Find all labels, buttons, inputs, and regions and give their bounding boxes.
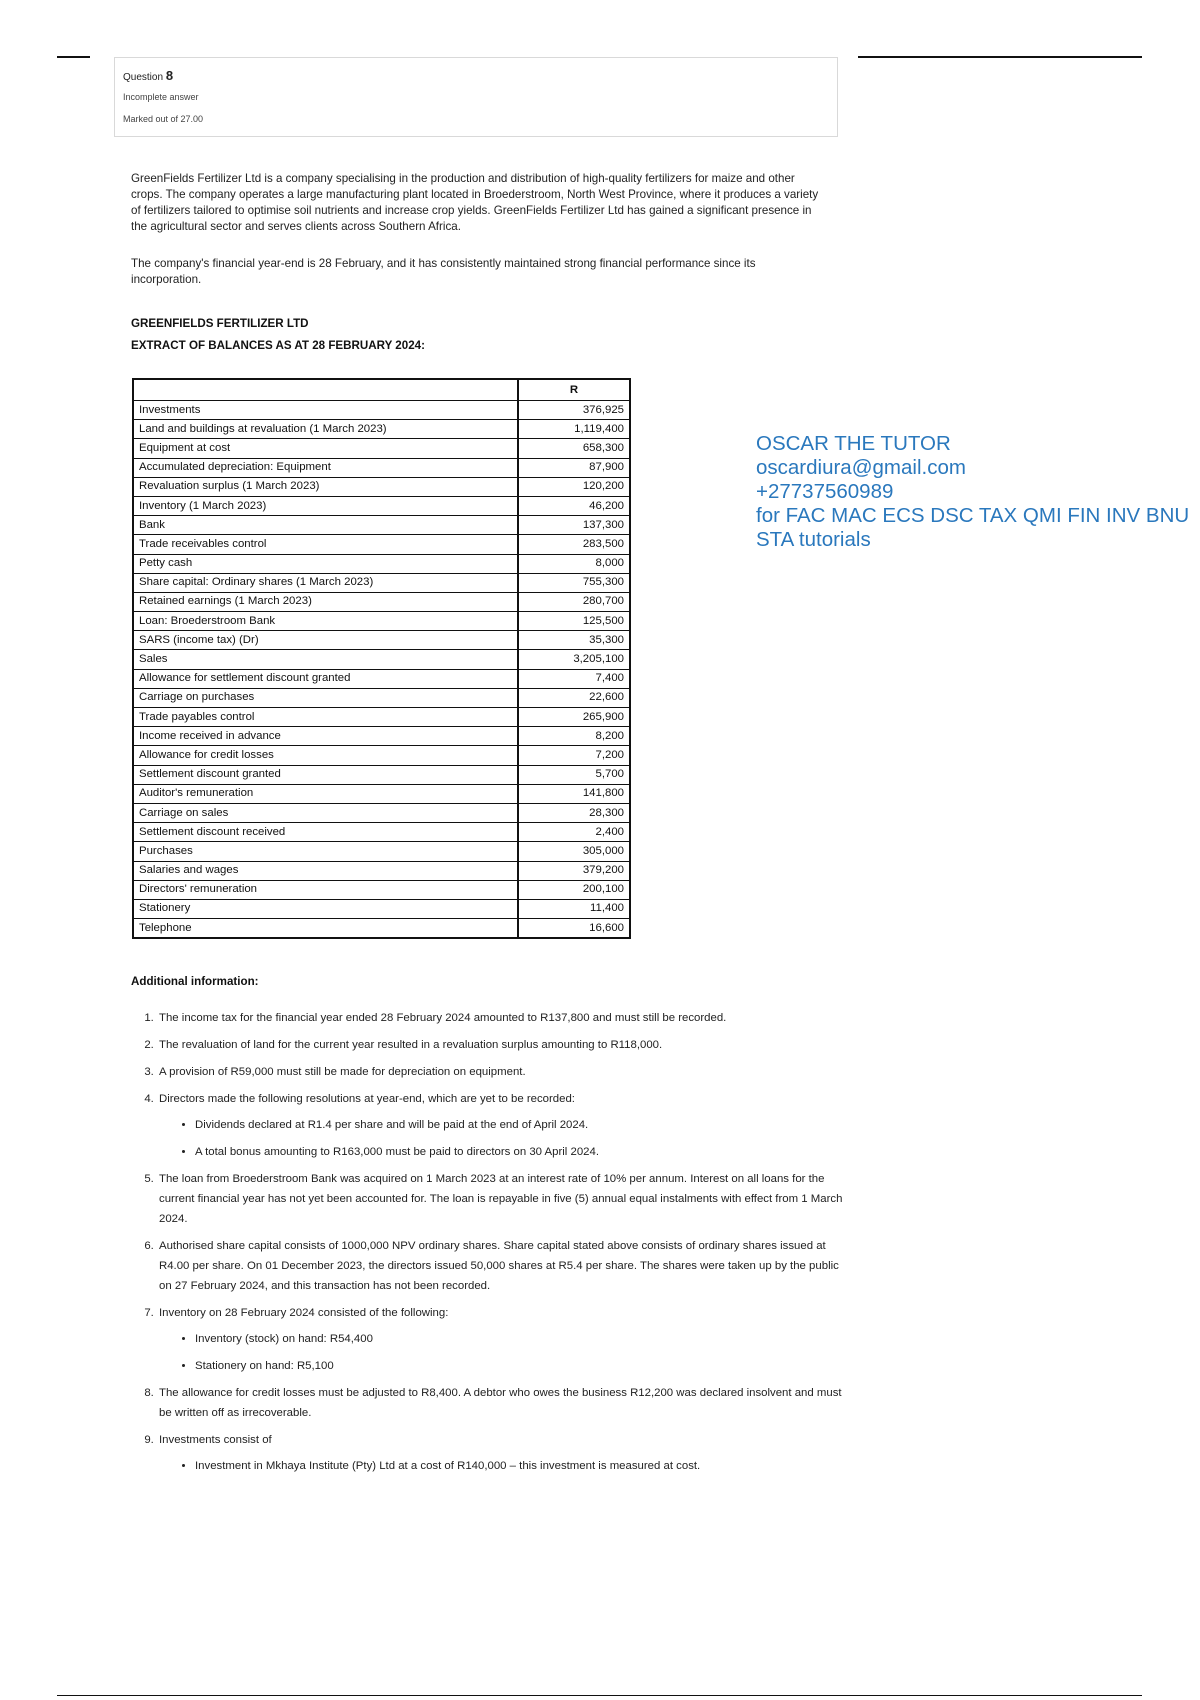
watermark-line-3: +27737560989	[756, 480, 894, 503]
additional-info-text: Directors made the following resolutions at year-end, which are yet to be recorded:	[159, 1093, 575, 1105]
row-amount: 141,800	[518, 784, 630, 803]
additional-info-item	[157, 1169, 847, 1229]
additional-info-text: Inventory on 28 February 2024 consisted of the following:	[159, 1307, 449, 1319]
row-item: Allowance for settlement discount granted	[133, 669, 518, 688]
table-row	[133, 516, 630, 535]
balances-table	[132, 378, 631, 939]
row-amount: 120,200	[518, 477, 630, 496]
table-row	[133, 650, 630, 669]
additional-info-text: Investments consist of	[159, 1434, 272, 1446]
watermark-line-1: OSCAR THE TUTOR	[756, 432, 951, 455]
row-amount: 376,925	[518, 401, 630, 420]
table-row	[133, 612, 630, 631]
row-item: Carriage on purchases	[133, 688, 518, 707]
additional-info-item	[157, 1089, 847, 1162]
tutor-watermark	[756, 432, 1189, 552]
row-amount: 35,300	[518, 631, 630, 650]
row-item: Sales	[133, 650, 518, 669]
row-amount: 16,600	[518, 919, 630, 939]
row-item: Bank	[133, 516, 518, 535]
additional-info-subitem: • Stationery on hand: R5,100	[195, 1356, 847, 1376]
table-row	[133, 420, 630, 439]
question-number: 8	[165, 68, 174, 83]
table-row	[133, 765, 630, 784]
additional-info-item	[157, 1236, 847, 1296]
row-item: Salaries and wages	[133, 861, 518, 880]
table-row	[133, 535, 630, 554]
table-row	[133, 727, 630, 746]
row-amount: 11,400	[518, 899, 630, 918]
table-row	[133, 458, 630, 477]
table-row	[133, 899, 630, 918]
row-amount: 46,200	[518, 496, 630, 515]
question-status: Incomplete answer	[123, 92, 199, 102]
table-row	[133, 554, 630, 573]
row-item: Share capital: Ordinary shares (1 March 2023)	[133, 573, 518, 592]
table-row	[133, 401, 630, 420]
row-item: Purchases	[133, 842, 518, 861]
row-amount: 280,700	[518, 592, 630, 611]
row-item: Petty cash	[133, 554, 518, 573]
row-item: Auditor's remuneration	[133, 784, 518, 803]
additional-info-subitem: • A total bonus amounting to R163,000 must be paid to directors on 30 April 2024.	[195, 1142, 847, 1162]
additional-info-text: A provision of R59,000 must still be made for depreciation on equipment.	[159, 1066, 526, 1078]
additional-info-text: The allowance for credit losses must be adjusted to R8,400. A debtor who owes the business R12,200 was declared insolvent and must be written off as irrecoverable.	[159, 1387, 842, 1419]
row-item: Directors' remuneration	[133, 880, 518, 899]
row-item: Carriage on sales	[133, 803, 518, 822]
header-item	[133, 379, 518, 401]
row-item: Trade receivables control	[133, 535, 518, 554]
additional-info-text: Authorised share capital consists of 1000,000 NPV ordinary shares. Share capital stated above consists of ordinary shares issued at R4.00 per share. On 01 December 2023, the directors issued 50,000 shares at R5.4 per share. The shares were taken up by the public on 27 February 2024, and this transaction has not been recorded.	[159, 1240, 839, 1292]
table-row	[133, 573, 630, 592]
row-amount: 5,700	[518, 765, 630, 784]
watermark-line-4: for FAC MAC ECS DSC TAX QMI FIN INV BNU	[756, 504, 1190, 527]
additional-info-sublist	[159, 1115, 847, 1162]
row-item: Income received in advance	[133, 727, 518, 746]
watermark-line-2: oscardiura@gmail.com	[756, 456, 966, 479]
table-row	[133, 919, 630, 939]
company-name: GREENFIELDS FERTILIZER LTD	[131, 317, 309, 330]
row-item: Loan: Broederstroom Bank	[133, 612, 518, 631]
table-row	[133, 631, 630, 650]
row-amount: 137,300	[518, 516, 630, 535]
row-amount: 3,205,100	[518, 650, 630, 669]
table-row	[133, 803, 630, 822]
row-amount: 8,000	[518, 554, 630, 573]
row-amount: 8,200	[518, 727, 630, 746]
table-row	[133, 784, 630, 803]
additional-info-subitem: • Investment in Mkhaya Institute (Pty) Ltd at a cost of R140,000 – this investment is measured at cost.	[195, 1456, 847, 1476]
table-row	[133, 477, 630, 496]
table-row	[133, 592, 630, 611]
additional-info-sublist	[159, 1456, 847, 1476]
additional-info-list	[135, 1008, 847, 1483]
intro-paragraph-2: The company's financial year-end is 28 February, and it has consistently maintained strong financial performance since its incorporation.	[131, 257, 756, 286]
row-amount: 7,400	[518, 669, 630, 688]
table-row	[133, 861, 630, 880]
additional-info-title: Additional information:	[131, 975, 259, 988]
watermark-line-5: STA tutorials	[756, 528, 871, 551]
row-item: Settlement discount granted	[133, 765, 518, 784]
additional-info-item	[157, 1303, 847, 1376]
row-item: Settlement discount received	[133, 823, 518, 842]
row-item: Land and buildings at revaluation (1 March 2023)	[133, 420, 518, 439]
additional-info-item	[157, 1008, 847, 1028]
bottom-rule	[57, 1695, 1142, 1696]
table-row	[133, 669, 630, 688]
additional-info-item	[157, 1430, 847, 1476]
additional-info-subitem: • Dividends declared at R1.4 per share and will be paid at the end of April 2024.	[195, 1115, 847, 1135]
table-header-row	[133, 379, 630, 401]
row-item: Stationery	[133, 899, 518, 918]
header-amount: R	[518, 379, 630, 401]
table-body	[133, 401, 630, 939]
additional-info-sublist	[159, 1329, 847, 1376]
row-item: Investments	[133, 401, 518, 420]
additional-info-item	[157, 1383, 847, 1423]
row-item: Telephone	[133, 919, 518, 939]
row-amount: 7,200	[518, 746, 630, 765]
row-amount: 22,600	[518, 688, 630, 707]
additional-info-text: The income tax for the financial year ended 28 February 2024 amounted to R137,800 and must still be recorded.	[159, 1012, 727, 1024]
table-row	[133, 708, 630, 727]
row-amount: 283,500	[518, 535, 630, 554]
table-row	[133, 688, 630, 707]
row-item: Accumulated depreciation: Equipment	[133, 458, 518, 477]
row-item: Inventory (1 March 2023)	[133, 496, 518, 515]
row-amount: 200,100	[518, 880, 630, 899]
row-amount: 1,119,400	[518, 420, 630, 439]
top-right-rule	[858, 56, 1142, 58]
top-left-rule	[57, 56, 90, 58]
row-amount: 755,300	[518, 573, 630, 592]
question-title	[123, 68, 173, 83]
additional-info-item	[157, 1035, 847, 1055]
row-amount: 28,300	[518, 803, 630, 822]
question-marks: Marked out of 27.00	[123, 114, 204, 124]
question-info-box	[114, 57, 838, 137]
row-item: Trade payables control	[133, 708, 518, 727]
row-amount: 379,200	[518, 861, 630, 880]
additional-info-subitem: • Inventory (stock) on hand: R54,400	[195, 1329, 847, 1349]
row-amount: 265,900	[518, 708, 630, 727]
row-amount: 125,500	[518, 612, 630, 631]
row-item: Retained earnings (1 March 2023)	[133, 592, 518, 611]
extract-title: EXTRACT OF BALANCES AS AT 28 FEBRUARY 2024:	[131, 339, 425, 352]
additional-info-text: The revaluation of land for the current year resulted in a revaluation surplus amounting to R118,000.	[159, 1039, 663, 1051]
row-item: Equipment at cost	[133, 439, 518, 458]
additional-info-text: The loan from Broederstroom Bank was acquired on 1 March 2023 at an interest rate of 10% per annum. Interest on all loans for the current financial year has not yet been accounted for. The loan is repayable in five (5) annual equal instalments with effect from 1 March 2024.	[159, 1173, 843, 1225]
row-amount: 305,000	[518, 842, 630, 861]
table-row	[133, 823, 630, 842]
row-item: SARS (income tax) (Dr)	[133, 631, 518, 650]
table-row	[133, 842, 630, 861]
table-row	[133, 496, 630, 515]
row-amount: 87,900	[518, 458, 630, 477]
additional-info-item	[157, 1062, 847, 1082]
row-amount: 2,400	[518, 823, 630, 842]
row-amount: 658,300	[518, 439, 630, 458]
row-item: Allowance for credit losses	[133, 746, 518, 765]
table-row	[133, 439, 630, 458]
row-item: Revaluation surplus (1 March 2023)	[133, 477, 518, 496]
question-label: Question	[123, 72, 164, 83]
intro-paragraph-1: GreenFields Fertilizer Ltd is a company specialising in the production and distribution of high-quality fertilizers for maize and other crops. The company operates a large manufacturing plant located in Broederstroom, North West Province, where it produces a variety of fertilizers tailored to optimise soil nutrients and increase crop yields. GreenFields Fertilizer Ltd has gained a significant presence in the agricultural sector and serves clients across Southern Africa.	[131, 172, 819, 233]
table-row	[133, 880, 630, 899]
table-row	[133, 746, 630, 765]
